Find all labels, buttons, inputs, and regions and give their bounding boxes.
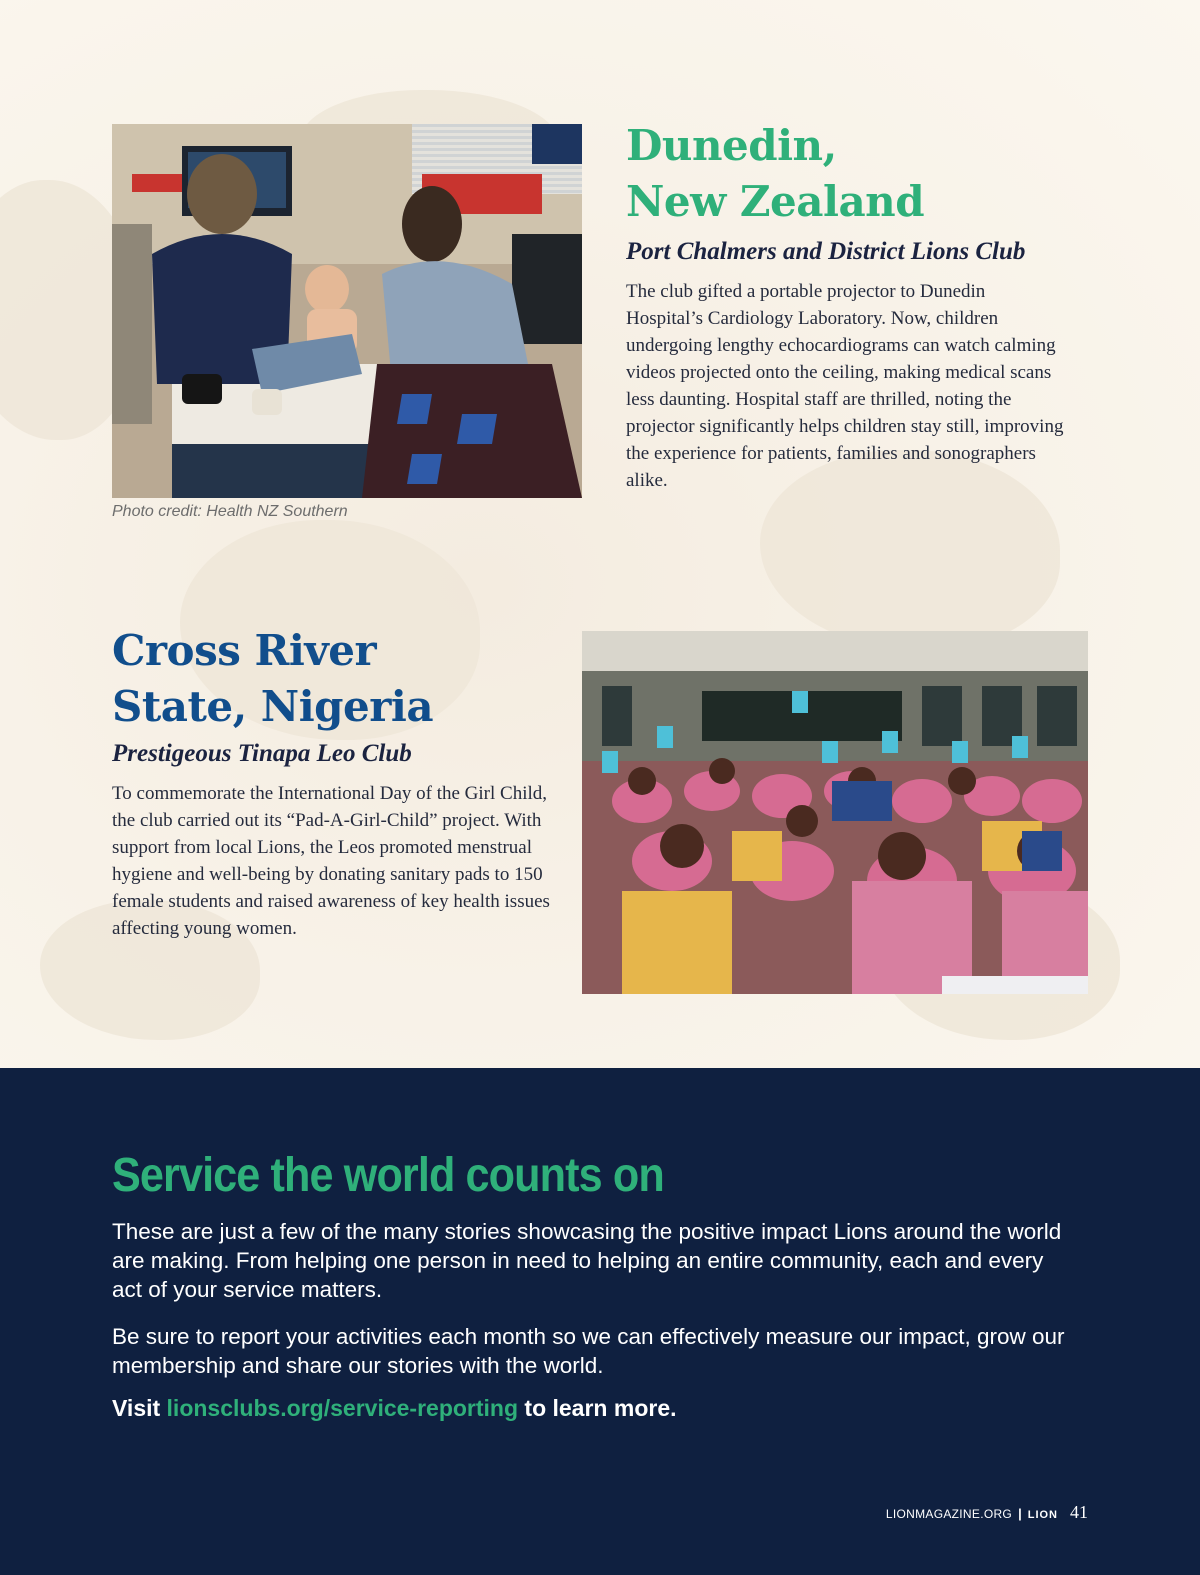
story-title-cross-river [112,623,433,735]
service-reporting-link[interactable]: lionsclubs.org/service-reporting [166,1395,519,1421]
callout-paragraph-1: These are just a few of the many stories showcasing the positive impact Lions around the world are making. From helping one person in need to helping an entire community, each and every act of your service matters. [112,1219,1062,1302]
story-body: To commemorate the International Day of the Girl Child, the club carried out its “Pad-A-Girl-Child” project. With support from local Lions, the Leos promoted menstrual hygiene and well-being by donating sanitary pads to 150 female students and raised awareness of key health issues affecting young women. [112,783,550,939]
footer-magazine: LION [1027,1509,1058,1521]
service-callout [0,1068,1200,1575]
hospital-photo [112,124,582,498]
club-name: Port Chalmers and District Lions Club [626,238,1026,265]
photo-credit: Photo credit: Health NZ Southern [112,503,348,520]
title-line: State, Nigeria [112,682,434,731]
page-number: 41 [1070,1502,1088,1522]
title-line: Dunedin, [626,121,837,170]
page-footer [886,1502,1088,1523]
title-line: New Zealand [626,177,925,226]
callout-heading: Service the world counts on [112,1149,664,1202]
visit-line [112,1394,1072,1423]
title-line: Cross River [112,626,377,675]
visit-prefix: Visit [112,1395,167,1421]
story-title-dunedin [626,118,924,230]
story-body: The club gifted a portable projector to Dunedin Hospital’s Cardiology Laboratory. Now, children undergoing lengthy echocardiograms can watch calming videos projected onto the ceiling, making medical scans less daunting. Hospital staff are thrilled, noting the projector significantly helps children stay still, improving the experience for patients, families and sonographers alike. [626,281,1064,491]
classroom-photo [582,631,1088,994]
visit-suffix: to learn more. [518,1395,677,1421]
callout-paragraph-2: Be sure to report your activities each month so we can effectively measure our impact, grow our membership and share our stories with the world. [112,1324,1065,1378]
footer-separator: | [1018,1506,1022,1521]
club-name: Prestigeous Tinapa Leo Club [112,740,412,767]
footer-site: LIONMAGAZINE.ORG [885,1507,1013,1521]
